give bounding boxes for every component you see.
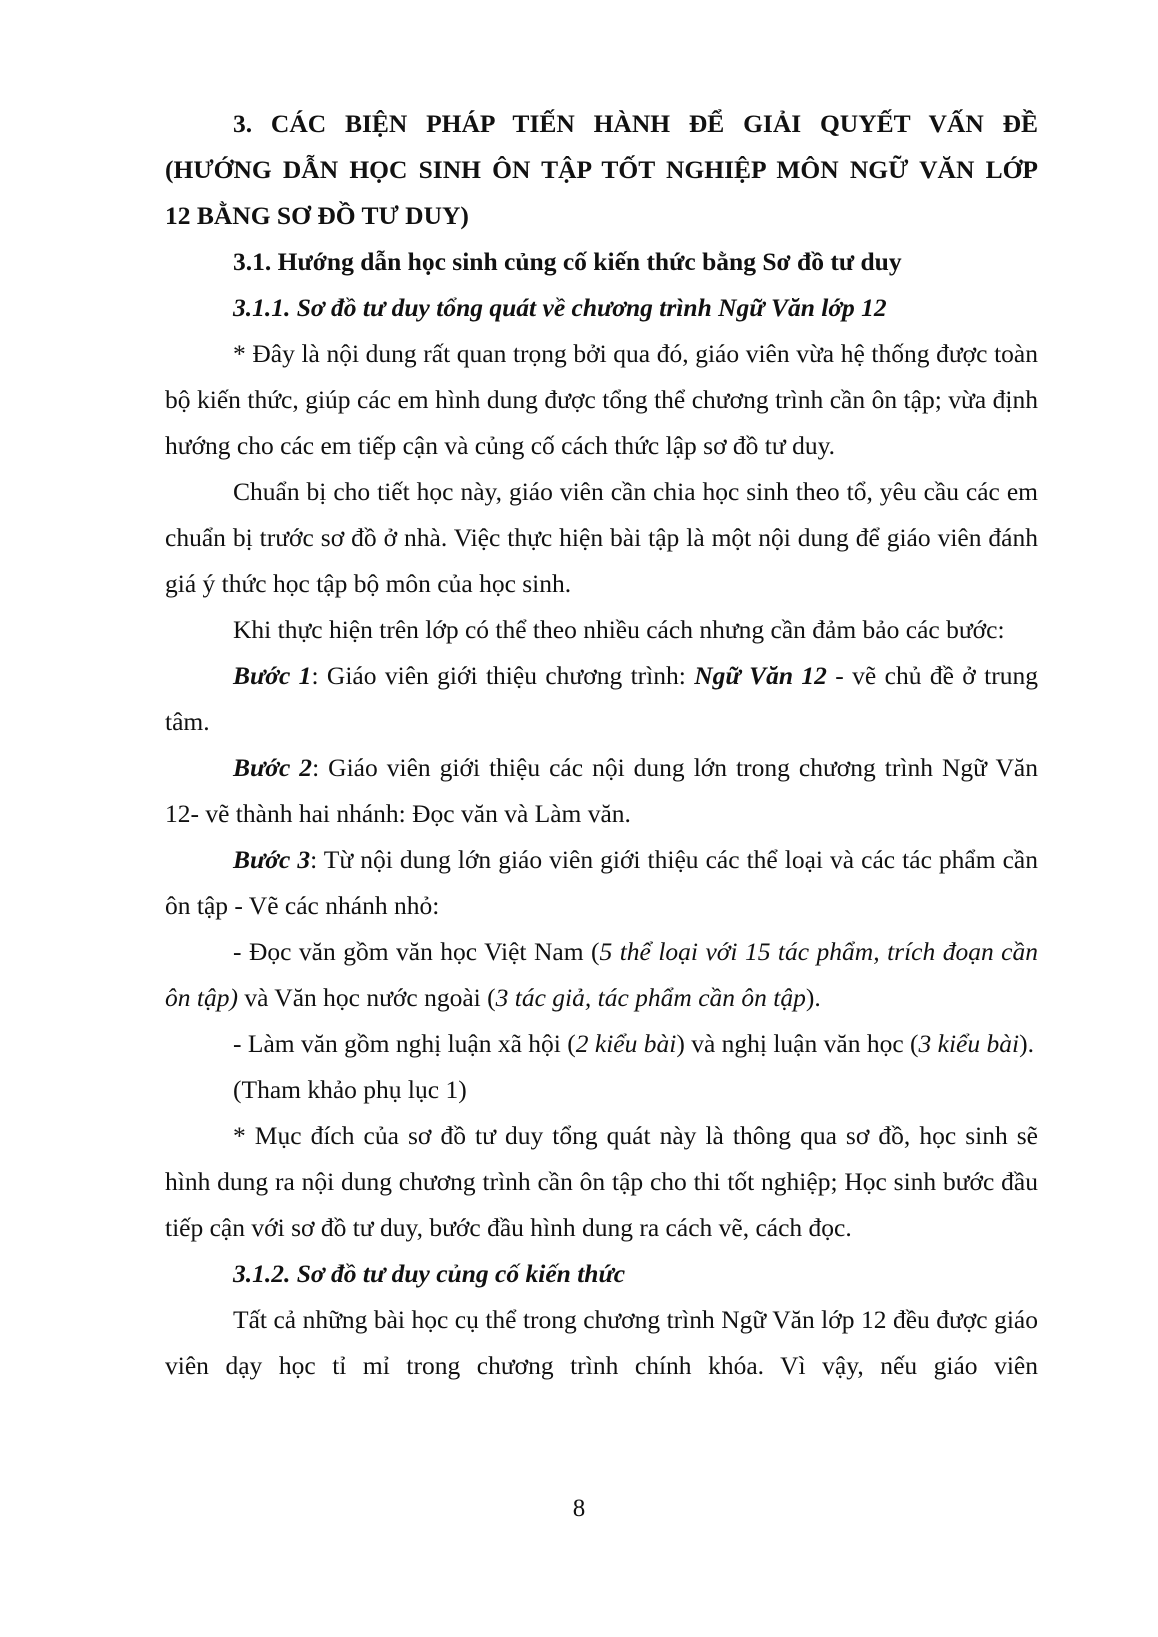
step-2-paragraph	[165, 745, 1038, 837]
doc-van-emphasis-1: 5 thể loại với 15 tác phẩm, trích đoạn cần ôn tập)	[165, 937, 1038, 1012]
list-item-lam-van	[165, 1021, 1038, 1067]
step-3-paragraph	[165, 837, 1038, 929]
page-content	[165, 101, 1038, 1389]
paragraph-steps-intro: Khi thực hiện trên lớp có thể theo nhiều cách nhưng cần đảm bảo các bước:	[233, 615, 1005, 644]
lam-van-text-e: ).	[1019, 1029, 1034, 1058]
section-heading-3-1-1: 3.1.1. Sơ đồ tư duy tổng quát về chương trình Ngữ Văn lớp 12	[233, 293, 887, 322]
list-item-doc-van	[165, 929, 1038, 1021]
paragraph-last: Tất cả những bài học cụ thể trong chương trình Ngữ Văn lớp 12 đều được giáo viên dạy học tỉ mỉ trong chương trình chính khóa. Vì vậy, nếu giáo viên	[165, 1305, 1038, 1380]
section-heading-3-1-2: 3.1.2. Sơ đồ tư duy củng cố kiến thức	[233, 1259, 626, 1288]
lam-van-emphasis-2: 3 kiểu bài	[918, 1029, 1020, 1058]
doc-van-text-a: - Đọc văn gồm văn học Việt Nam (	[233, 937, 600, 966]
doc-van-text-e: ).	[805, 983, 821, 1012]
lam-van-text-a: - Làm văn gồm nghị luận xã hội (	[233, 1029, 576, 1058]
paragraph-intro: * Đây là nội dung rất quan trọng bởi qua đó, giáo viên vừa hệ thống được toàn bộ kiến thức, giúp các em hình dung được tổng thể chương trình cần ôn tập; vừa định hướng cho các em tiếp cận và củng cố cách thức lập sơ đồ tư duy.	[165, 339, 1038, 460]
lam-van-text-c: ) và nghị luận văn học (	[676, 1029, 919, 1058]
step-2-text: : Giáo viên giới thiệu các nội dung lớn trong chương trình Ngữ Văn 12- vẽ thành hai nhánh: Đọc văn và Làm văn.	[165, 753, 1038, 828]
step-1-text-b: - vẽ chủ đề ở trung tâm.	[165, 661, 1038, 736]
step-1-paragraph	[165, 653, 1038, 745]
heading-line-2: (HƯỚNG DẪN HỌC SINH ÔN TẬP TỐT NGHIỆP MÔN NGỮ VĂN LỚP	[165, 155, 1038, 184]
doc-van-emphasis-2: 3 tác giả, tác phẩm cần ôn tập	[495, 983, 806, 1012]
paragraph-purpose: * Mục đích của sơ đồ tư duy tổng quát này là thông qua sơ đồ, học sinh sẽ hình dung ra nội dung chương trình cần ôn tập cho thi tốt nghiệp; Học sinh bước đầu tiếp cận với sơ đồ tư duy, bước đầu hình dung ra cách vẽ, cách đọc.	[165, 1121, 1038, 1242]
paragraph-prepare: Chuẩn bị cho tiết học này, giáo viên cần chia học sinh theo tổ, yêu cầu các em chuẩn bị trước sơ đồ ở nhà. Việc thực hiện bài tập là một nội dung để giáo viên đánh giá ý thức học tập bộ môn của học sinh.	[165, 477, 1038, 598]
heading-line-1: 3. CÁC BIỆN PHÁP TIẾN HÀNH ĐỂ GIẢI QUYẾT VẤN ĐỀ	[233, 109, 1038, 138]
section-heading-3-1: 3.1. Hướng dẫn học sinh củng cố kiến thức bằng Sơ đồ tư duy	[233, 247, 902, 276]
step-2-label: Bước 2	[233, 753, 313, 782]
step-3-text: : Từ nội dung lớn giáo viên giới thiệu các thể loại và các tác phẩm cần ôn tập - Vẽ các nhánh nhỏ:	[165, 845, 1039, 920]
doc-van-text-c: và Văn học nước ngoài (	[237, 983, 496, 1012]
appendix-reference: (Tham khảo phụ lục 1)	[233, 1075, 467, 1104]
page-number: 8	[572, 1495, 586, 1522]
lam-van-emphasis-1: 2 kiểu bài	[575, 1029, 677, 1058]
step-1-text-a: : Giáo viên giới thiệu chương trình:	[311, 661, 695, 690]
step-1-emphasis: Ngữ Văn 12	[694, 661, 827, 690]
heading-line-3: 12 BẰNG SƠ ĐỒ TƯ DUY)	[165, 201, 469, 230]
step-3-label: Bước 3	[233, 845, 311, 874]
step-1-label: Bước 1	[233, 661, 312, 690]
